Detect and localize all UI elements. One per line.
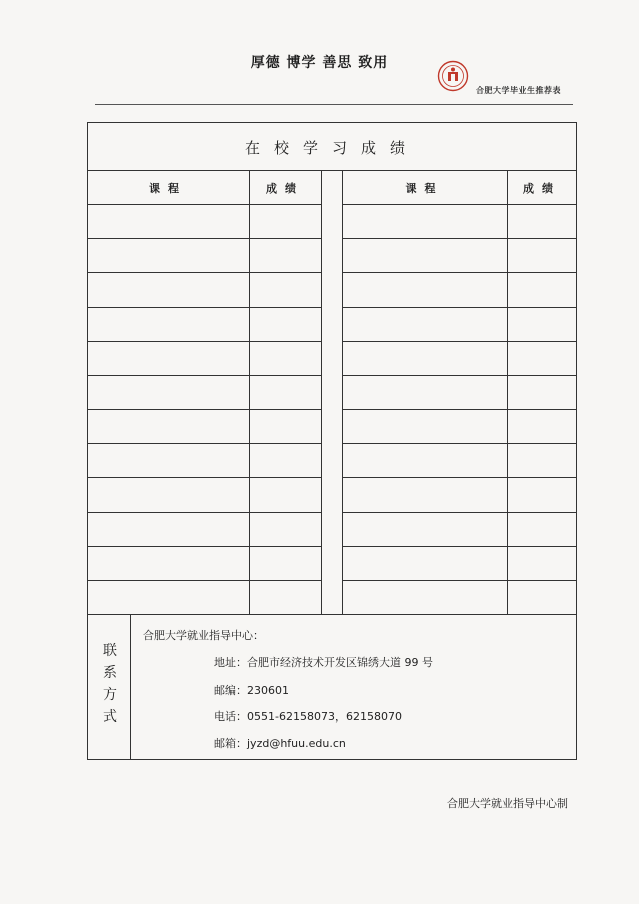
- left-grade-row-line: [87, 272, 321, 273]
- right-grade-row-line: [342, 546, 577, 547]
- right-grade-row-line: [342, 477, 577, 478]
- left-grade-row-line: [87, 546, 321, 547]
- contact-org: 合肥大学就业指导中心：: [143, 629, 264, 642]
- header-divider: [95, 104, 573, 105]
- left-grade-row-line: [87, 477, 321, 478]
- contact-label-char: 方: [103, 687, 117, 703]
- left-grade-row-line: [87, 307, 321, 308]
- right-grade-row-line: [342, 409, 577, 410]
- left-grade-header: 成绩: [266, 182, 304, 195]
- right-grade-row-line: [342, 580, 577, 581]
- left-course-header: 课程: [149, 182, 187, 195]
- right-course-grade-divider: [507, 170, 508, 614]
- left-grade-row-line: [87, 580, 321, 581]
- right-course-header: 课程: [405, 182, 444, 195]
- left-grade-row-line: [87, 375, 321, 376]
- contact-label: [95, 640, 125, 728]
- contact-email: 邮箱：jyzd@hfuu.edu.cn: [214, 737, 346, 750]
- left-grade-row-line: [87, 512, 321, 513]
- left-grade-right-border: [321, 170, 322, 614]
- contact-label-char: 联: [103, 643, 117, 659]
- right-table-left-border: [342, 170, 343, 614]
- contact-label-char: 式: [103, 709, 117, 725]
- contact-address: 地址：合肥市经济技术开发区锦绣大道 99 号: [214, 656, 433, 669]
- right-grade-row-line: [342, 512, 577, 513]
- left-grade-row-line: [87, 238, 321, 239]
- right-grade-header: 成绩: [523, 182, 561, 195]
- contact-top-divider: [87, 614, 577, 615]
- school-motto: 厚德 博学 善思 致用: [250, 55, 389, 71]
- header-row-divider-right: [342, 204, 577, 205]
- footer-maker: 合肥大学就业指导中心制: [447, 797, 568, 810]
- contact-phone: 电话：0551-62158073，62158070: [214, 710, 402, 723]
- left-course-grade-divider: [249, 170, 250, 614]
- contact-label-divider: [130, 614, 131, 760]
- right-grade-row-line: [342, 375, 577, 376]
- header-row-divider: [87, 204, 321, 205]
- contact-postcode: 邮编：230601: [214, 684, 289, 697]
- section-title: 在校学习成绩: [244, 139, 419, 157]
- right-grade-row-line: [342, 307, 577, 308]
- right-grade-row-line: [342, 272, 577, 273]
- left-grade-row-line: [87, 443, 321, 444]
- contact-label-char: 系: [103, 665, 117, 681]
- left-grade-row-line: [87, 409, 321, 410]
- form-title: 合肥大学毕业生推荐表: [476, 85, 561, 95]
- right-grade-row-line: [342, 443, 577, 444]
- title-row-divider: [87, 170, 577, 171]
- right-grade-row-line: [342, 341, 577, 342]
- university-logo-icon: [437, 60, 469, 92]
- right-grade-row-line: [342, 238, 577, 239]
- left-grade-row-line: [87, 341, 321, 342]
